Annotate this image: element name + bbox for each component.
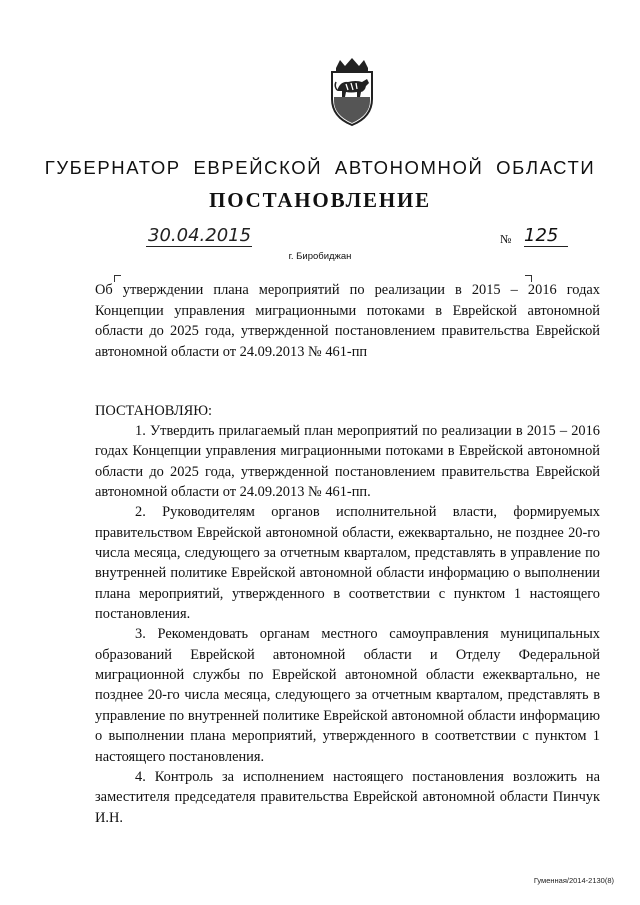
document-number-block [500,225,570,248]
decree-items [95,421,600,828]
coat-of-arms-tiger-icon [326,57,378,127]
decree-item: 1. Утвердить прилагаемый план мероприятий по реализации в 2015 – 2016 годах Концепции управления миграционными потоками в Еврейской автономной области до 2025 года, утвержденной постановлением правительства Еврейской автономной области от 24.09.2013 № 461-пп. [95,423,600,501]
decree-word: ПОСТАНОВЛЯЮ: [95,403,213,419]
organization-title: ГУБЕРНАТОР ЕВРЕЙСКОЙ АВТОНОМНОЙ ОБЛАСТИ [44,157,596,178]
decree-item: 3. Рекомендовать органам местного самоуправления муниципальных образований Еврейской автономной области и Отделу Федеральной миграционной службы по Еврейской автономной области ежеквартально, не позднее 20-го числа месяца, следующего за отчетным кварталом, представлять в управление по внутренней политике Еврейской автономной области информацию о выполнении плана мероприятий, утвержденного в соответствии с пунктом 1 настоящего постановления. [95,626,600,765]
document-type: ПОСТАНОВЛЕНИЕ [209,188,431,212]
decree-item: 2. Руководителям органов исполнительной власти, формируемых правительством Еврейской автономной области, ежеквартально, не позднее 20-го числа месяца, следующего за отчетным кварталом, представлять в управление по внутренней политике Еврейской автономной области информацию о выполнении плана мероприятий, утвержденного в соответствии с пунктом 1 настоящего постановления. [95,504,600,623]
city: г. Биробиджан [288,251,352,262]
footer-code: Гуменная/2014-2130(8) [533,876,614,885]
number-sign: № [500,232,512,246]
document-date: 30.04.2015 [148,225,252,246]
document-number: 125 [524,226,568,247]
decree-item: 4. Контроль за исполнением настоящего постановления возложить на заместителя председателя правительства Еврейской автономной области Пинчук И.Н. [95,768,600,826]
document-subject: Об утверждении плана мероприятий по реализации в 2015 – 2016 годах Концепции управления миграционными потоками в Еврейской автономной области до 2025 года, утвержденной постановлением правительства Еврейской автономной области от 24.09.2013 № 461-пп [95,282,600,360]
